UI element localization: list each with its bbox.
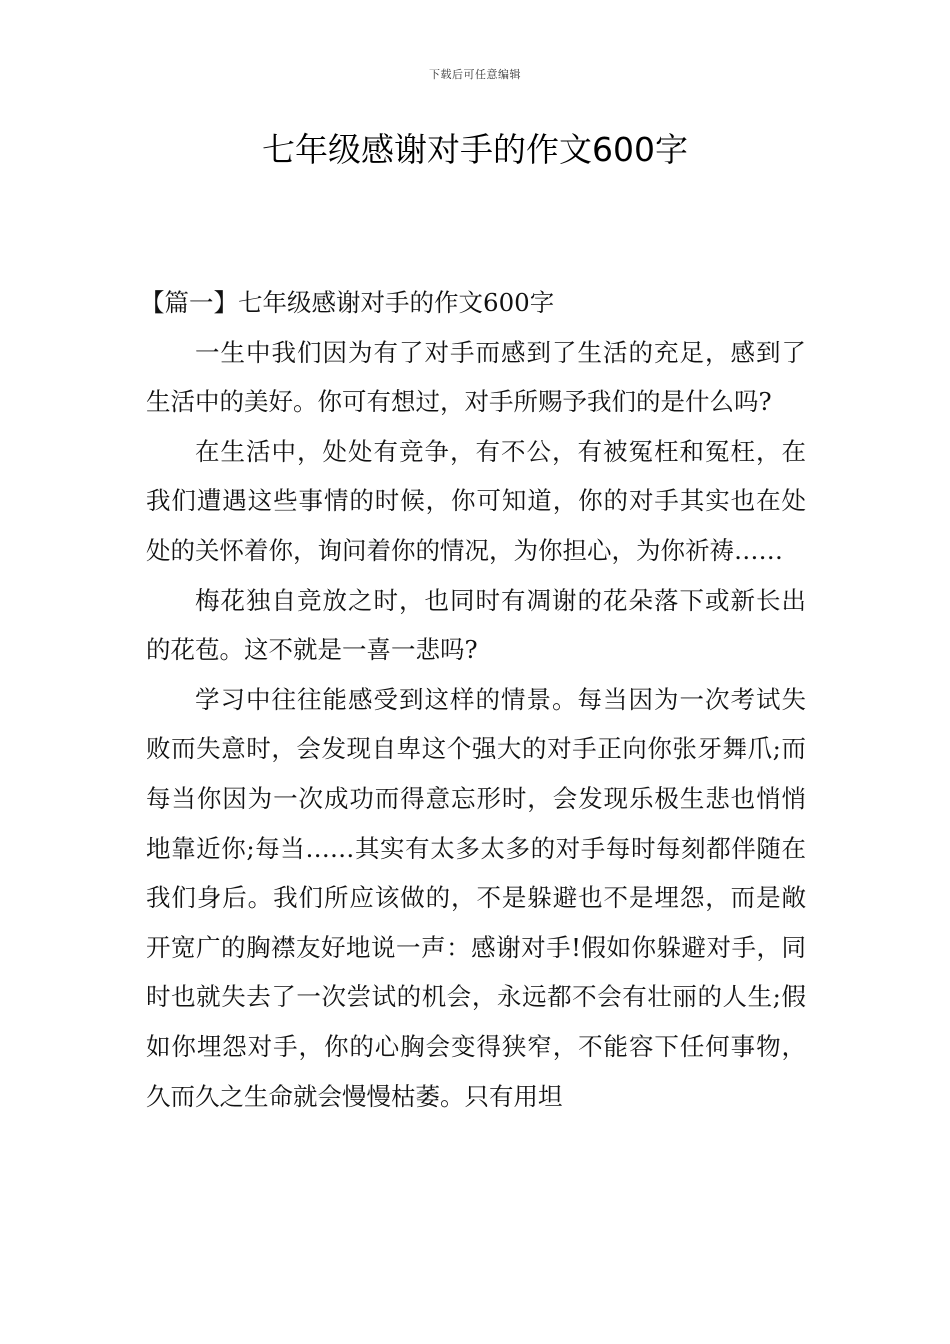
header-note: 下载后可任意编辑 bbox=[429, 68, 521, 81]
section-heading: 【篇一】七年级感谢对手的作文600字 bbox=[140, 288, 555, 317]
paragraph-2: 在生活中，处处有竞争，有不公，有被冤枉和冤枉，在我们遭遇这些事情的时候，你可知道，你的对手其实也在处处的关怀着你，询问着你的情况，为你担心，为你祈祷…… bbox=[146, 436, 806, 565]
paragraph-4: 学习中往往能感受到这样的情景。每当因为一次考试失败而失意时，会发现自卑这个强大的对手正向你张牙舞爪;而每当你因为一次成功而得意忘形时，会发现乐极生悲也悄悄地靠近你;每当……其实有太多太多的对手每时每刻都伴随在我们身后。我们所应该做的，不是躲避也不是埋怨，而是敞开宽广的胸襟友好地说一声：感谢对手!假如你躲避对手，同时也就失去了一次尝试的机会，永远都不会有壮丽的人生;假如你埋怨对手，你的心胸会变得狭窄，不能容下任何事物，久而久之生命就会慢慢枯萎。只有用坦 bbox=[146, 684, 806, 1111]
document-body bbox=[140, 278, 806, 1121]
document-title: 七年级感谢对手的作文600字 bbox=[262, 130, 688, 169]
paragraph-1: 一生中我们因为有了对手而感到了生活的充足，感到了生活中的美好。你可有想过，对手所赐予我们的是什么吗? bbox=[146, 337, 806, 417]
paragraph-3: 梅花独自竞放之时，也同时有凋谢的花朵落下或新长出的花苞。这不就是一喜一悲吗? bbox=[146, 585, 806, 665]
